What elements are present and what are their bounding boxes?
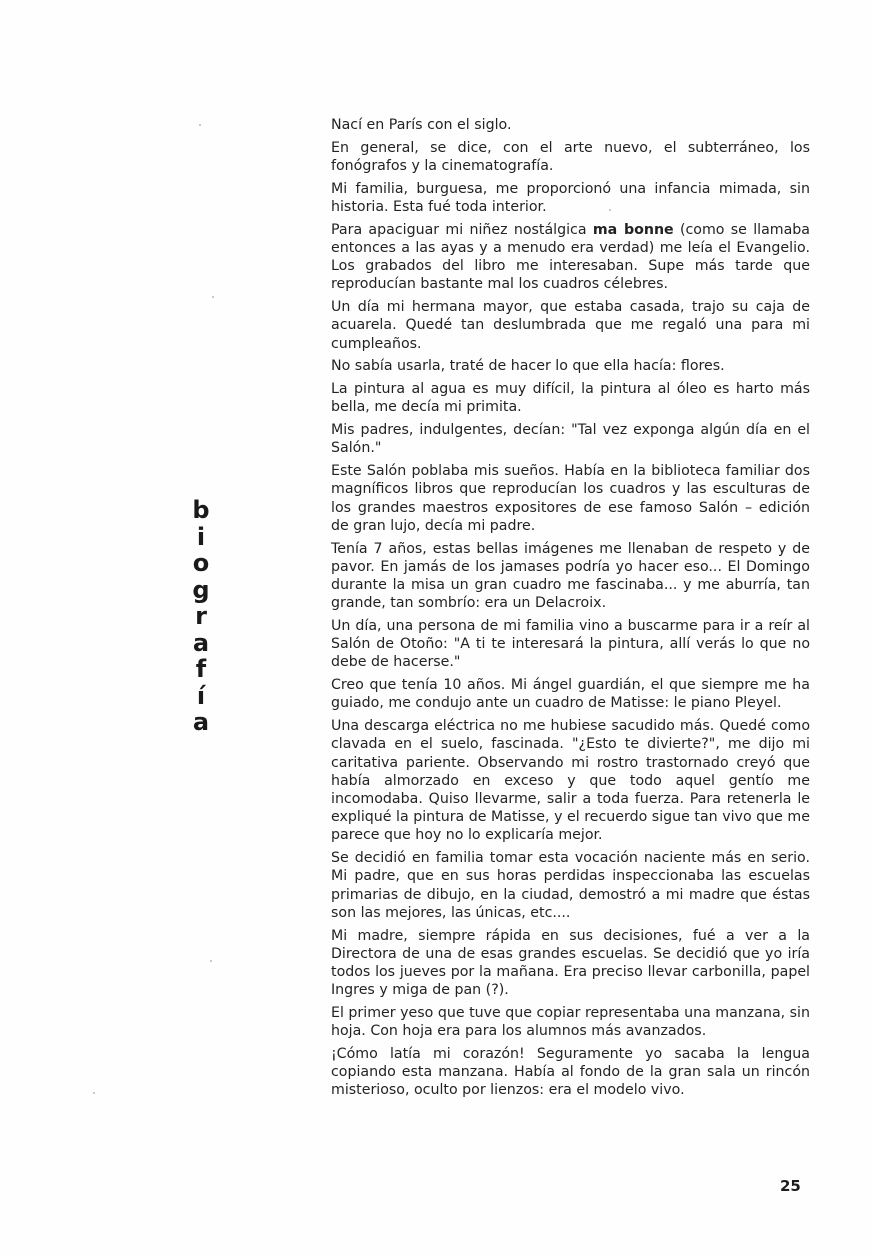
title-letter: b xyxy=(192,496,210,524)
paragraph-mother: Mi madre, siempre rápida en sus decisiones, fué a ver a la Directora de una de esas grandes escuelas. Se decidió que yo iría todos los jueves por la mañana. Era preciso llevar carbonilla, papel Ingres y miga de pan (?). xyxy=(331,927,810,999)
paragraph-flowers: No sabía usarla, traté de hacer lo que ella hacía: flores. xyxy=(331,358,725,375)
title-letter: í xyxy=(196,681,206,710)
bold-phrase: ma bonne xyxy=(592,221,674,238)
paragraph-born-paris: Nací en París con el siglo. xyxy=(331,117,512,133)
paragraph-heartbeat: ¡Cómo latía mi corazón! Seguramente yo sacaba la lengua copiando esta manzana. Había al fondo de la gran sala un rincón misterioso, oculto por lienzos: era el modelo vivo. xyxy=(331,1046,810,1099)
title-letter: r xyxy=(195,602,207,630)
paragraph-sister-watercolor: Un día mi hermana mayor, que estaba casada, trajo su caja de acuarela. Quedé tan deslumbrada que me regaló una para mi cumpleaños. xyxy=(331,299,810,352)
page-number: 25 xyxy=(780,1177,801,1195)
title-letter: f xyxy=(195,655,207,683)
text-run: (como se llamaba entonces a las ayas y a menudo era verdad) me leía el Evangelio. Los grabados del libro me interesaban. Supe más tarde que reproducían bastante mal los cuadros célebres. xyxy=(331,221,810,293)
paragraph-parents: Mis padres, indulgentes, decían: "Tal vez exponga algún día en el Salón." xyxy=(331,422,810,457)
paragraph-electric-shock: Una descarga eléctrica no me hubiese sacudido más. Quedé como clavada en el suelo, fascinada. "¿Esto te divierte?", me dijo mi caritativa pariente. Observando mi rostro trastornado creyó que había almorzado en exceso y que todo aquel gentío me incomodaba. Quiso llevarme, salir a toda fuerza. Para retenerla le expliqué la pintura de Matisse, y el recuerdo sigue tan vivo que me parece que hoy no lo explicaría mejor. xyxy=(331,718,810,844)
title-letter: i xyxy=(196,522,206,551)
paragraph-ma-bonne xyxy=(331,221,810,294)
paragraph-matisse: Creo que tenía 10 años. Mi ángel guardián, el que siempre me ha guiado, me condujo ante un cuadro de Matisse: le piano Pleyel. xyxy=(331,677,810,712)
title-letter: o xyxy=(192,549,210,577)
paragraph-cousin: La pintura al agua es muy difícil, la pintura al óleo es harto más bella, me decía mi primita. xyxy=(331,381,810,416)
vertical-title-biografia xyxy=(186,497,216,736)
paper-speck xyxy=(212,296,214,298)
paragraph-seven-years: Tenía 7 años, estas bellas imágenes me llenaban de respeto y de pavor. En jamás de los jamases podría yo hacer eso... El Domingo durante la misa un gran cuadro me fascinaba... y me aburría, tan grande, tan sombrío: era un Delacroix. xyxy=(331,540,810,612)
title-letter: g xyxy=(192,575,210,604)
paragraph-salon-dreams: Este Salón poblaba mis sueños. Había en la biblioteca familiar dos magníficos libros que reproducían los cuadros y las esculturas de los grandes maestros expositores de ese famoso Salón – edición de gran lujo, decía mi padre. xyxy=(331,463,810,534)
paper-speck xyxy=(199,124,201,126)
title-letter: a xyxy=(192,708,210,736)
paragraph-general: En general, se dice, con el arte nuevo, el subterráneo, los fonógrafos y la cinematografía. xyxy=(331,139,810,174)
paper-speck xyxy=(210,960,212,962)
paper-speck xyxy=(93,1092,95,1094)
paragraph-first-cast: El primer yeso que tuve que copiar representaba una manzana, sin hoja. Con hoja era para los alumnos más avanzados. xyxy=(331,1005,810,1040)
body-text-column xyxy=(331,116,810,1104)
title-letter: a xyxy=(192,628,210,657)
text-run: Para apaciguar mi niñez nostálgica xyxy=(331,221,593,238)
paragraph-family: Mi familia, burguesa, me proporcionó una infancia mimada, sin historia. Esta fué toda interior. xyxy=(331,180,810,215)
paragraph-vocation: Se decidió en familia tomar esta vocación naciente más en serio. Mi padre, que en sus horas perdidas inspeccionaba las escuelas primarias de dibujo, en la ciudad, demostró a mi madre que éstas son las mejores, las únicas, etc.... xyxy=(331,850,810,921)
paragraph-salon-otono: Un día, una persona de mi familia vino a buscarme para ir a reír al Salón de Otoño: "A ti te interesará la pintura, allí verás lo que no debe de hacerse." xyxy=(331,618,810,671)
